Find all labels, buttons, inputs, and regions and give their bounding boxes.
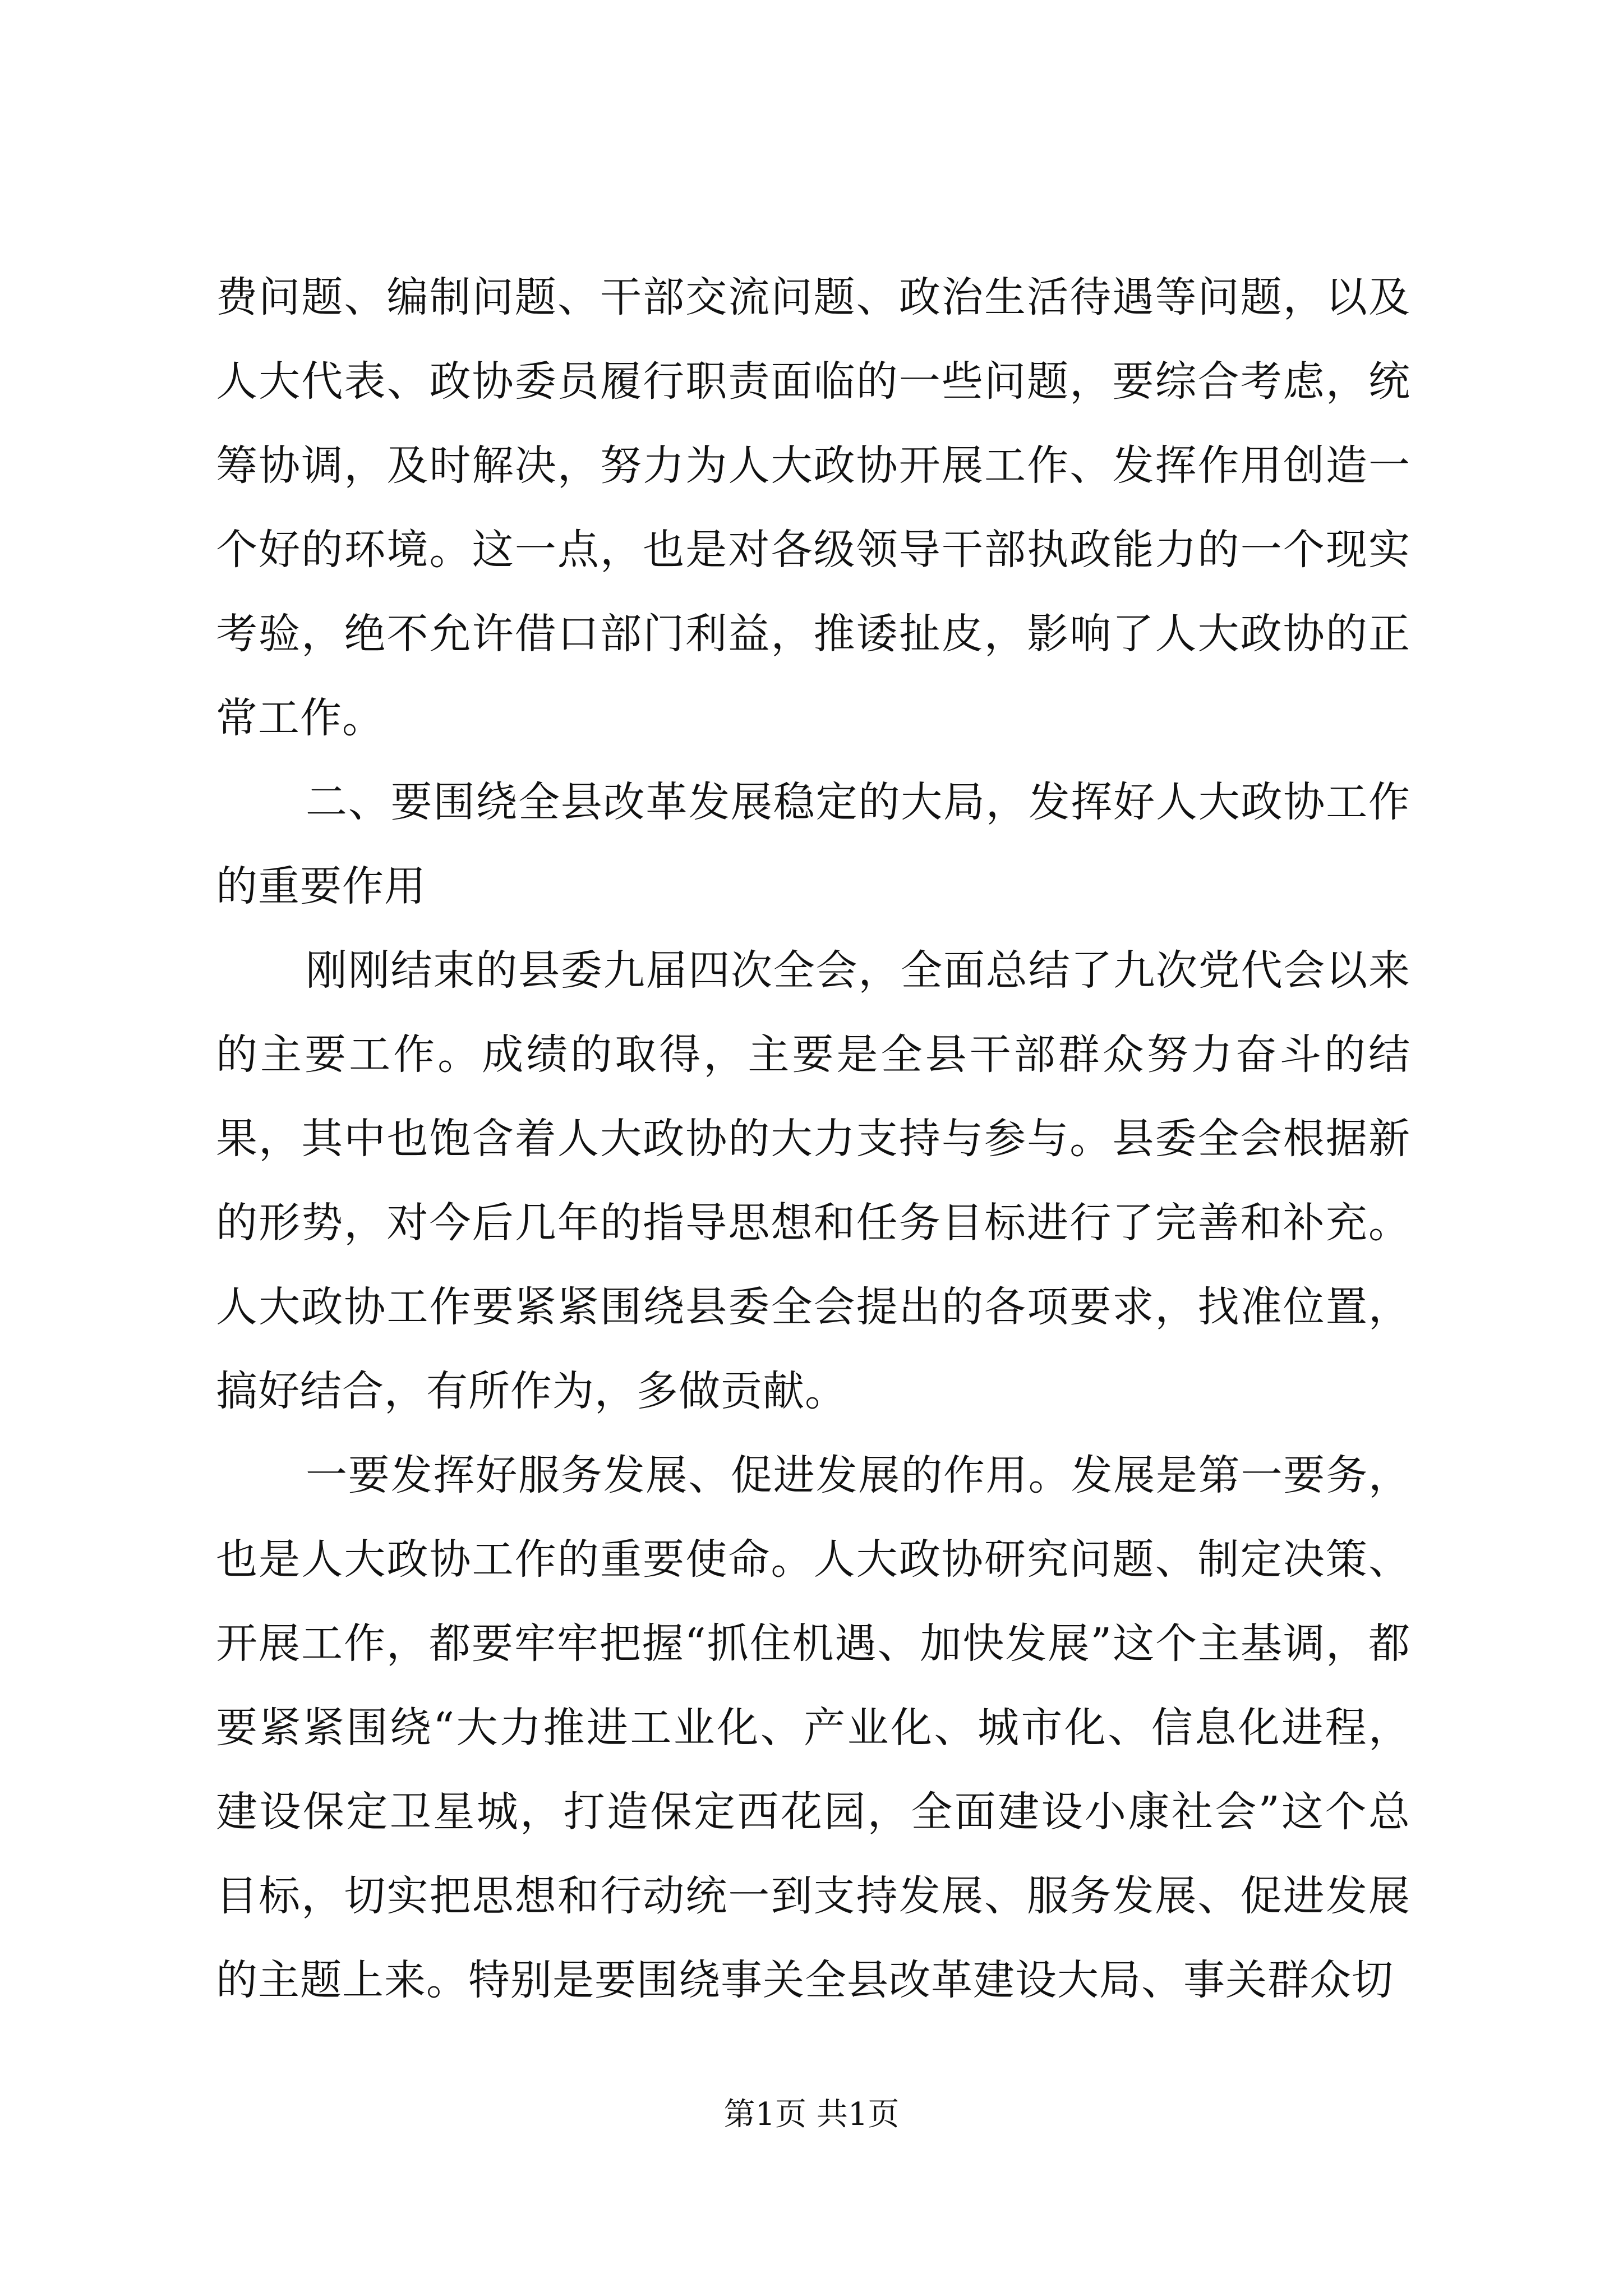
paragraph-continuation: 费问题、编制问题、干部交流问题、政治生活待遇等问题，以及人大代表、政协委员履行职责面临的一些问题，要综合考虑，统筹协调，及时解决，努力为人大政协开展工作、发挥作用创造一个好的环境。这一点，也是对各级领导干部执政能力的一个现实考验，绝不允许借口部门利益，推诿扯皮，影响了人大政协的正常工作。: [216, 273, 1410, 742]
page-footer: 第1页 共1页: [723, 2096, 900, 2133]
paragraph-development-role: 一要发挥好服务发展、促进发展的作用。发展是第一要务，也是人大政协工作的重要使命。人大政协研究问题、制定决策、开展工作，都要牢牢把握“抓住机遇、加快发展”这个主基调，都要紧紧围绕“大力推进工业化、产业化、城市化、信息化进程，建设保定卫星城，打造保定西花园，全面建设小康社会”这个总目标，切实把思想和行动统一到支持发展、服务发展、促进发展的主题上来。特别是要围绕事关全县改革建设大局、事关群众切: [216, 1451, 1410, 2004]
paragraph-plenary-summary: 刚刚结束的县委九届四次全会，全面总结了九次党代会以来的主要工作。成绩的取得，主要是全县干部群众努力奋斗的结果，其中也饱含着人大政协的大力支持与参与。县委全会根据新的形势，对今后几年的指导思想和任务目标进行了完善和补充。人大政协工作要紧紧围绕县委全会提出的各项要求，找准位置，搞好结合，有所作为，多做贡献。: [216, 946, 1410, 1415]
document-body: [216, 255, 1410, 2022]
section-heading-2: 二、要围绕全县改革发展稳定的大局，发挥好人大政协工作的重要作用: [216, 778, 1410, 910]
